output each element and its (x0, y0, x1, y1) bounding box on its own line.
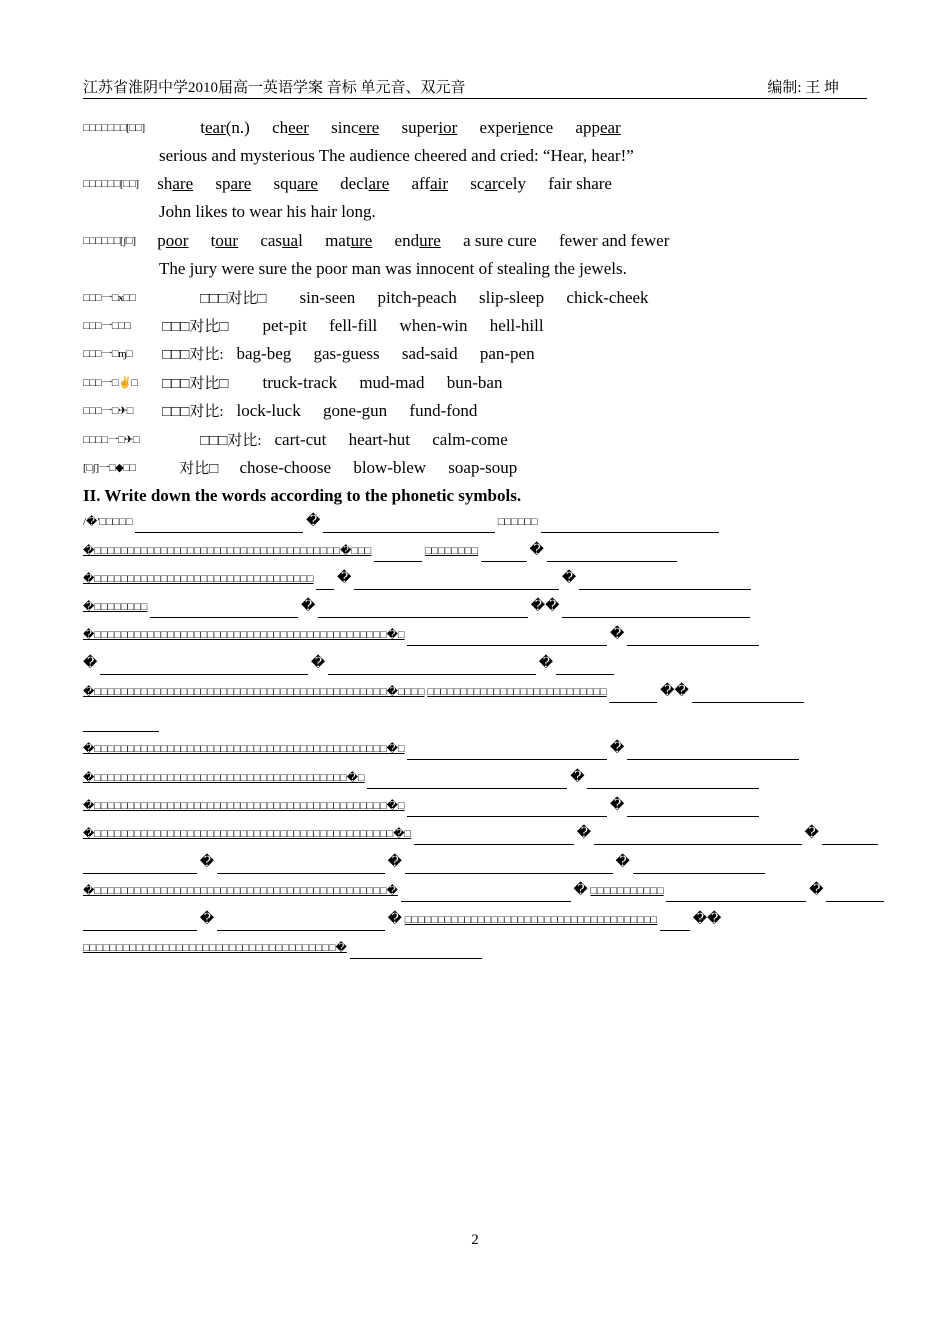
exercise-text: □□□□□□□□□□□□□□□□□□□□□□□□□□□ (427, 686, 607, 698)
answer-blank[interactable] (627, 800, 759, 817)
contrast-line (83, 398, 495, 424)
section-heading: II. Write down the words according to the phonetic symbols. (83, 486, 522, 505)
answer-blank[interactable] (83, 857, 197, 874)
answer-blank[interactable] (217, 857, 385, 874)
example-word: fewer and fewer (558, 231, 670, 250)
exercise-line (83, 880, 853, 902)
contrast-label: □□□一□ӿ□□ (83, 292, 136, 304)
exercise-text: �□□□□□□□□□□□□□□□□□□□□□□□□□□□□□□□□□□□□□□□□□□□□� (83, 885, 398, 897)
contrast-label: [□ʃ]一□◆□□ (83, 462, 136, 474)
exercise-line (83, 540, 853, 562)
answer-blank[interactable] (541, 516, 719, 533)
exercise-line (83, 710, 853, 732)
word-pair: heart-hut (348, 430, 411, 449)
exercise-line (83, 511, 853, 533)
word-pair: soap-soup (448, 458, 518, 477)
contrast-tag: □□□对比□ (162, 319, 229, 335)
answer-blank[interactable] (318, 601, 528, 618)
header-author: 编制: 王 坤 (767, 80, 839, 96)
example-word: endure (394, 231, 441, 250)
word-pair: calm-come (432, 430, 508, 449)
answer-blank[interactable] (407, 800, 607, 817)
contrast-label: □□□一□ɱ□ (83, 348, 133, 360)
word-pair: truck-track (262, 373, 338, 392)
phonetic-symbol: � (610, 741, 625, 756)
phonetic-symbol: � (300, 599, 316, 614)
answer-blank[interactable] (100, 658, 308, 675)
example-word: appear (575, 118, 621, 137)
contrast-line (83, 370, 520, 396)
phonetic-symbol: � (83, 656, 98, 671)
answer-blank[interactable] (328, 658, 536, 675)
example-word: tour (210, 231, 239, 250)
answer-blank[interactable] (692, 686, 804, 703)
answer-blank[interactable] (350, 942, 482, 959)
phonetic-symbol: �� (692, 912, 722, 927)
answer-blank[interactable] (633, 857, 765, 874)
answer-blank[interactable] (822, 828, 878, 845)
exercise-line (83, 624, 853, 646)
contrast-line (83, 313, 562, 339)
word-pair: hell-hill (489, 316, 544, 335)
answer-blank[interactable] (217, 914, 385, 931)
exercise-line (83, 738, 853, 760)
exercise-text: �□□□□□□□□□□□□□□□□□□□□□□□□□□□□□□□□□□□□□□□□□□□□□�□ (83, 828, 412, 840)
exercise-text: �□□□□□□□□□□□□□□□□□□□□□□□□□□□□□□□□□□□□□□□□□□□□�□ (83, 743, 405, 755)
vowel-label: □□□□□□[ʃ□] (83, 235, 136, 247)
answer-blank[interactable] (354, 573, 559, 590)
contrast-tag: □□□对比□ (200, 291, 267, 307)
exercise-line (83, 596, 853, 618)
answer-blank[interactable] (556, 658, 614, 675)
answer-blank[interactable] (666, 885, 806, 902)
phonetic-symbol: � (610, 627, 625, 642)
contrast-tag: □□□对比: (162, 404, 224, 420)
contrast-line (83, 455, 535, 481)
contrast-line (83, 341, 553, 367)
contrast-label: □□□一□✈□ (83, 405, 133, 417)
phonetic-symbol: � (387, 855, 402, 870)
word-pair: bag-beg (236, 344, 292, 363)
phonetic-symbol: � (576, 826, 592, 841)
exercise-text: �□□□□□□□□□□□□□□□□□□□□□□□□□□□□□□□□□□□□□□□□□□□□�□□□□ (83, 686, 425, 698)
phonetic-symbol: � (306, 514, 321, 529)
word-pair: fund-fond (409, 401, 478, 420)
phonetic-symbol: � (529, 543, 544, 558)
phonetic-symbol: �� (660, 684, 689, 699)
example-word: affair (411, 174, 449, 193)
exercise-text: □□□□□□□□□□□□□□□□□□□□□□□□□□□□□□□□□□□□□□ (404, 914, 658, 926)
exercise-text: �□□□□□□□□□□□□□□□□□□□□□□□□□□□□□□□□□□□□□□□□□□□□�□ (83, 800, 405, 812)
contrast-tag: 对比□ (179, 461, 219, 477)
word-pair: lock-luck (236, 401, 301, 420)
answer-blank[interactable] (594, 828, 802, 845)
exercise-text: /�'□□□□□ (83, 516, 133, 528)
vowel-line-ie (83, 115, 639, 141)
example-sentence: serious and mysterious The audience cheered and cried: “Hear, hear!” (159, 146, 634, 165)
phonetic-symbol: � (310, 656, 326, 671)
phonetic-symbol: � (610, 798, 625, 813)
answer-blank[interactable] (83, 914, 197, 931)
word-pair: fell-fill (329, 316, 378, 335)
example-word: mature (325, 231, 373, 250)
phonetic-symbol: � (538, 656, 554, 671)
answer-blank[interactable] (407, 629, 607, 646)
contrast-line (83, 427, 526, 453)
answer-blank[interactable] (579, 573, 751, 590)
example-word: experience (479, 118, 554, 137)
word-pair: slip-sleep (479, 288, 545, 307)
phonetic-symbol: �� (530, 599, 560, 614)
example-word: square (273, 174, 318, 193)
phonetic-symbol: � (387, 912, 402, 927)
answer-blank[interactable] (414, 828, 574, 845)
word-pair: pitch-peach (377, 288, 457, 307)
exercise-line (83, 852, 853, 874)
exercise-line (83, 681, 853, 703)
vowel-line-ue (83, 228, 687, 254)
phonetic-symbol: � (615, 855, 630, 870)
page-header (83, 72, 867, 99)
answer-blank[interactable] (826, 885, 884, 902)
answer-blank[interactable] (83, 715, 159, 732)
word-pair: sin-seen (299, 288, 356, 307)
contrast-tag: □□□对比: (162, 347, 224, 363)
exercise-text: �□□□□□□□□ (83, 601, 148, 613)
header-title: 江苏省淮阴中学2010届高一英语学案 音标 单元音、双元音 (83, 80, 466, 96)
answer-blank[interactable] (367, 772, 567, 789)
vowel-line-ea (83, 171, 630, 197)
contrast-label: □□□一□□□ (83, 320, 131, 332)
example-word: tear(n.) (200, 118, 250, 137)
phonetic-symbol: � (804, 826, 819, 841)
word-pair: gas-guess (313, 344, 380, 363)
word-pair: sad-said (401, 344, 458, 363)
example-word: spare (215, 174, 252, 193)
word-pair: pet-pit (262, 316, 307, 335)
exercise-line (83, 767, 853, 789)
answer-blank[interactable] (627, 743, 799, 760)
word-pair: pan-pen (479, 344, 535, 363)
contrast-tag: □□□对比□ (162, 376, 229, 392)
example-word: share (157, 174, 194, 193)
answer-blank[interactable] (609, 686, 657, 703)
answer-blank[interactable] (135, 516, 303, 533)
answer-blank[interactable] (562, 601, 750, 618)
answer-blank[interactable] (547, 545, 677, 562)
example-sentence: John likes to wear his hair long. (159, 202, 376, 221)
example-word: declare (340, 174, 390, 193)
phonetic-symbol: � (809, 883, 824, 898)
contrast-tag: □□□对比: (200, 433, 262, 449)
word-pair: chose-choose (239, 458, 332, 477)
word-pair: when-win (399, 316, 468, 335)
exercise-line (83, 568, 853, 590)
exercise-text: □□□□□□ (497, 516, 538, 528)
exercise-text: □□□□□□□□□□□□□□□□□□□□□□□□□□□□□□□□□□□□□□� (83, 942, 347, 954)
contrast-label: □□□□一□✈□ (83, 434, 140, 446)
contrast-line (83, 285, 667, 311)
phonetic-symbol: � (199, 855, 215, 870)
answer-blank[interactable] (323, 516, 495, 533)
answer-blank[interactable] (627, 629, 759, 646)
page-number: 2 (471, 1232, 479, 1248)
example-word: fair share (548, 174, 612, 193)
word-pair: blow-blew (353, 458, 427, 477)
example-word: poor (157, 231, 189, 250)
phonetic-symbol: � (570, 770, 585, 785)
word-pair: chick-cheek (566, 288, 649, 307)
exercise-line (83, 795, 853, 817)
example-word: superior (401, 118, 458, 137)
word-pair: bun-ban (446, 373, 503, 392)
example-word: casual (260, 231, 303, 250)
exercise-text: �□□□□□□□□□□□□□□□□□□□□□□□□□□□□□□□□□□□□□□�□ (83, 772, 365, 784)
word-pair: gone-gun (322, 401, 388, 420)
vowel-label: □□□□□□[□□] (83, 178, 139, 190)
exercise-text: �□□□□□□□□□□□□□□□□□□□□□□□□□□□□□□□□□ (83, 573, 314, 585)
word-pair: cart-cut (274, 430, 327, 449)
exercise-text: �□□□□□□□□□□□□□□□□□□□□□□□□□□□□□□□□□□□□□□□□□□□□�□ (83, 629, 405, 641)
exercise-line (83, 823, 853, 845)
answer-blank[interactable] (587, 772, 759, 789)
phonetic-symbol: � (561, 571, 577, 586)
answer-blank[interactable] (407, 743, 607, 760)
example-word: scarcely (470, 174, 526, 193)
exercise-text: □□□□□□□□ (424, 545, 478, 557)
exercise-text: �□□□□□□□□□□□□□□□□□□□□□□□□□□□□□□□□□□□□□�□□□ (83, 545, 372, 557)
answer-blank[interactable] (316, 573, 334, 590)
answer-blank[interactable] (374, 545, 422, 562)
phonetic-symbol: � (199, 912, 215, 927)
phonetic-symbol: � (337, 571, 352, 586)
vowel-label: □□□□□□□[□□] (83, 122, 145, 134)
word-pair: mud-mad (359, 373, 425, 392)
answer-blank[interactable] (481, 545, 527, 562)
example-sentence: The jury were sure the poor man was innocent of stealing the jewels. (159, 259, 627, 278)
answer-blank[interactable] (150, 601, 298, 618)
answer-blank[interactable] (660, 914, 690, 931)
answer-blank[interactable] (405, 857, 613, 874)
exercise-line (83, 937, 853, 959)
exercise-line (83, 653, 853, 675)
phonetic-symbol: � (573, 883, 588, 898)
example-word: cheer (272, 118, 309, 137)
answer-blank[interactable] (401, 885, 571, 902)
contrast-label: □□□一□✌□ (83, 377, 138, 389)
exercise-text: □□□□□□□□□□□ (590, 885, 664, 897)
exercise-line (83, 909, 853, 931)
example-word: sincere (331, 118, 380, 137)
example-word: a sure cure (463, 231, 537, 250)
